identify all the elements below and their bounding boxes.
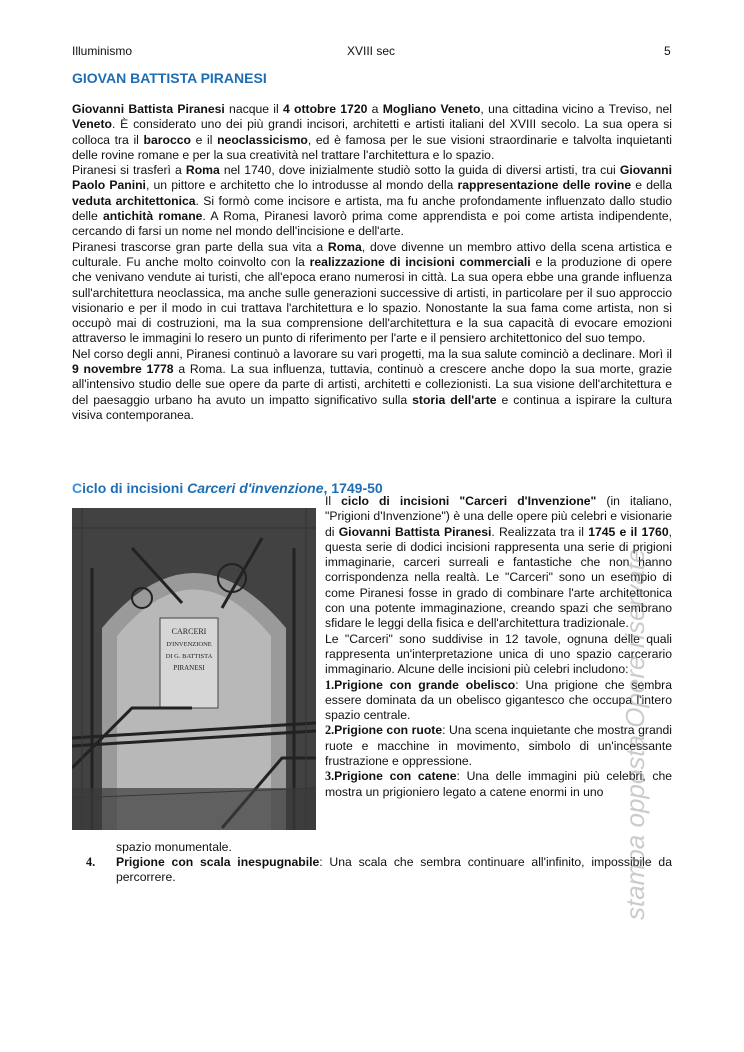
section-title-part-b: , 1749-50 xyxy=(323,480,383,496)
section-title-initial: C xyxy=(72,480,83,496)
inscription-line-4: PIRANESI xyxy=(173,664,205,672)
carceri-division: Le "Carceri" sono suddivise in 12 tavole, ognuna delle quali rappresenta un'interpretazione unica di uno spazio carcerario immaginario. Alcune delle incisioni più celebri includono: xyxy=(325,631,672,677)
paragraph-death: Nel corso degli anni, Piranesi continuò a lavorare su vari progetti, ma la sua salute cominciò a declinare. Morì il 9 novembre 1778 a Roma. La sua influenza, tuttavia, continuò a crescere anche dopo la sua morte, grazie all'intensivo studio delle sue opere da parte di artisti, architetti e collezionisti. La sua visione dell'architettura e del paesaggio urbano ha avuto un impatto significativo sulla storia dell'arte e continua a ispirare la cultura visiva contemporanea. xyxy=(72,346,672,422)
page-number: 5 xyxy=(664,44,671,58)
section-title-italic: Carceri d'invenzione xyxy=(187,480,324,496)
inscription-line-3: DI G. BATTISTA xyxy=(165,653,213,660)
list-item xyxy=(116,855,672,886)
inscription-line-2: D'INVENZIONE xyxy=(166,641,212,648)
list-item: 3.Prigione con catene: Una delle immagini più celebri, che mostra un prigioniero legato a catene enormi in uno xyxy=(325,769,673,799)
section-title-part-a: iclo di incisioni xyxy=(82,480,188,496)
carceri-intro: Il ciclo di incisioni "Carceri d'Invenzione" (in italiano, "Prigioni d'Invenzione") è una delle opere più celebri e visionarie di Giovanni Battista Piranesi. Realizzata tra il 1745 e il 1760, questa serie di dodici incisioni rappresenta una serie di prigioni immaginarie, carceri surreali e fantastiche che non hanno corrispondenza nella realtà. Le "Carceri" sono un esempio di come Piranesi fosse in grado di combinare l'arte architettonica con una potente immaginazione, creando spazi che sembrano sfidare le leggi della fisica e dell'architettura tradizionale. xyxy=(325,494,673,631)
paragraph-rome: Piranesi si trasferì a Roma nel 1740, dove inizialmente studiò sotto la guida di diversi artisti, tra cui Giovanni Paolo Panini, un pittore e architetto che lo introdusse al mondo della rappresentazione delle rovine e della veduta architettonica. Si formò come incisore e artista, ma fu anche profondamente influenzato dallo studio delle antichità romane. A Roma, Piranesi lavorò prima come apprendista e poi come artista indipendente, cercando di farsi un nome nel mondo dell'incisione e dell'arte. xyxy=(72,163,672,239)
header-left: Illuminismo xyxy=(72,44,133,58)
paragraph-birth: Giovanni Battista Piranesi nacque il 4 ottobre 1720 a Mogliano Veneto, una cittadina vicino a Treviso, nel Veneto. È considerato uno dei più grandi incisori, architetti e artisti italiani del XVIII secolo. La sua opera si colloca tra il barocco e il neoclassicismo, ed è famosa per le sue visioni straordinarie e talvolta inquietanti delle rovine romane e per la sua creatività nel trattare l'architettura e lo spazio. xyxy=(72,102,673,162)
carceri-engraving-image xyxy=(72,508,316,830)
watermark-text: stampa opposta Opere riservate xyxy=(620,548,650,920)
list-item: 1.Prigione con grande obelisco: Una prigione che sembra essere dominata da un obelisco gigantesco che occupa l'intero spazio centrale. xyxy=(325,677,673,723)
header-center: XVIII sec xyxy=(347,44,396,58)
list-item: 2.Prigione con ruote: Una scena inquietante che mostra grandi ruote e macchine in movimento, simbolo di un'incessante frustrazione e oppressione. xyxy=(325,723,672,769)
list-item-4-title: Prigione con scala inespugnabile xyxy=(116,855,320,869)
biography-body xyxy=(72,102,672,423)
inscription-line-1: CARCERI xyxy=(171,627,207,636)
engraving-drawing xyxy=(72,508,316,830)
page-title: GIOVAN BATTISTA PIRANESI xyxy=(72,70,267,86)
paragraph-career: Piranesi trascorse gran parte della sua vita a Roma, dove divenne un membro attivo della scena artistica e culturale. Fu anche molto coinvolto con la realizzazione di incisioni commerciali e la produzione di opere che venivano vendute ai turisti, che all'epoca erano numerosi in città. La sua opera ebbe una grande influenza sull'architettura neoclassica, ma anche sulle generazioni successive di artisti, in particolare per il suo approccio visionario e per il modo in cui trattava l'architettura e lo spazio. Nonostante la sua fama come artista, non si occupò mai di costruzioni, ma la sua comprensione dell'architettura e la sua capacità di evocare emozioni attraverso le immagini lo resero un punto di riferimento per l'arte e il pensiero architettonico del suo tempo. xyxy=(72,239,672,346)
list-item-4-text: : Una scala che sembra continuare all'infinito, impossibile da percorrere. xyxy=(116,855,672,885)
list-item-4-number: 4. xyxy=(86,855,96,869)
list-item-3-continuation: spazio monumentale. xyxy=(116,840,232,854)
